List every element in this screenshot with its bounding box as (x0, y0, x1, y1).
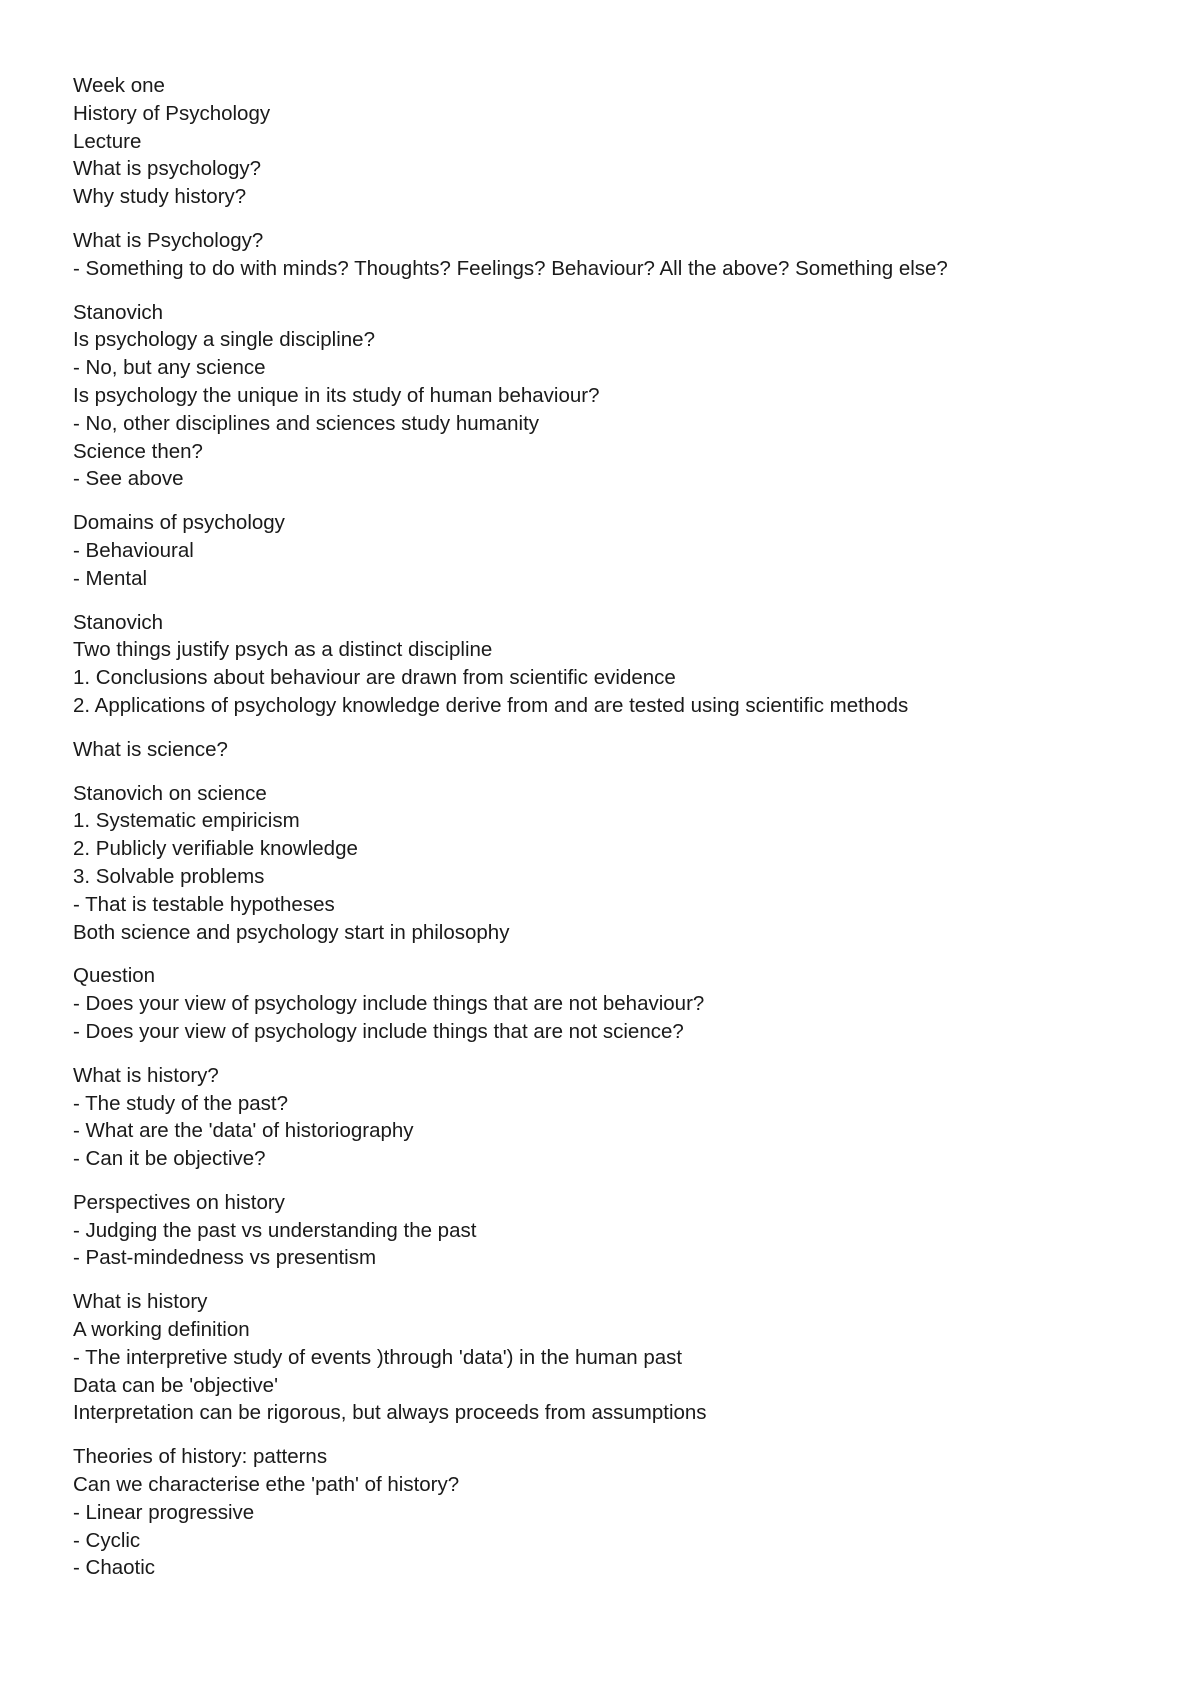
text-line: Science then? (73, 439, 203, 463)
text-block (73, 1288, 1153, 1427)
text-line: - See above (73, 467, 184, 491)
text-line: Theories of history: patterns (73, 1445, 328, 1469)
document-body (73, 72, 1153, 1598)
text-line: Stanovich on science (73, 781, 267, 805)
text-block (73, 1443, 1153, 1582)
text-block (73, 509, 1153, 592)
text-line: 1. Systematic empiricism (73, 809, 300, 833)
text-line: - Behavioural (73, 538, 194, 562)
text-line: Domains of psychology (73, 511, 285, 535)
text-line: - Does your view of psychology include things that are not behaviour? (73, 992, 705, 1016)
text-line: Is psychology a single discipline? (73, 328, 375, 352)
text-line: What is history (73, 1290, 208, 1314)
text-line: 2. Publicly verifiable knowledge (73, 837, 358, 861)
text-line: A working definition (73, 1318, 250, 1342)
text-line: Can we characterise ethe 'path' of history? (73, 1473, 460, 1497)
text-line: 1. Conclusions about behaviour are drawn from scientific evidence (73, 666, 676, 690)
text-line: - Does your view of psychology include things that are not science? (73, 1019, 684, 1043)
text-block (73, 780, 1153, 947)
text-line: Perspectives on history (73, 1190, 285, 1214)
text-line: Stanovich (73, 300, 164, 324)
text-line: - The study of the past? (73, 1091, 288, 1115)
text-line: - Something to do with minds? Thoughts? Feelings? Behaviour? All the above? Something else? (73, 256, 948, 280)
text-line: Stanovich (73, 610, 164, 634)
text-line: - Chaotic (73, 1556, 156, 1580)
text-line: What is psychology? (73, 157, 262, 181)
text-line: 2. Applications of psychology knowledge derive from and are tested using scientific methods (73, 693, 909, 717)
text-block (73, 609, 1153, 720)
text-block (73, 299, 1153, 494)
text-line: Why study history? (73, 185, 247, 209)
text-line: - No, but any science (73, 356, 266, 380)
text-block (73, 962, 1153, 1045)
text-line: - Judging the past vs understanding the past (73, 1218, 477, 1242)
text-line: - Mental (73, 566, 148, 590)
text-line: - The interpretive study of events )through 'data') in the human past (73, 1345, 683, 1369)
text-line: - Can it be objective? (73, 1147, 266, 1171)
text-line: Lecture (73, 129, 142, 153)
text-line: Week one (73, 74, 165, 97)
text-line: 3. Solvable problems (73, 864, 265, 888)
text-line: Data can be 'objective' (73, 1373, 278, 1397)
text-block (73, 227, 1153, 283)
text-line: Question (73, 964, 156, 988)
text-line: What is history? (73, 1063, 219, 1087)
text-block (73, 1062, 1153, 1173)
text-line: History of Psychology (73, 101, 271, 125)
text-block (73, 1189, 1153, 1272)
text-line: - Cyclic (73, 1528, 141, 1552)
text-line: - No, other disciplines and sciences study humanity (73, 411, 540, 435)
text-line: Both science and psychology start in philosophy (73, 920, 510, 944)
text-line: - Linear progressive (73, 1500, 255, 1524)
text-block (73, 72, 1153, 211)
text-block (73, 736, 1153, 764)
text-line: - That is testable hypotheses (73, 892, 335, 916)
text-line: Two things justify psych as a distinct discipline (73, 638, 493, 662)
text-line: - Past-mindedness vs presentism (73, 1246, 377, 1270)
text-line: - What are the 'data' of historiography (73, 1119, 414, 1143)
text-line: What is Psychology? (73, 228, 264, 252)
text-line: Is psychology the unique in its study of human behaviour? (73, 383, 600, 407)
text-line: Interpretation can be rigorous, but always proceeds from assumptions (73, 1401, 707, 1425)
text-line: What is science? (73, 737, 228, 761)
